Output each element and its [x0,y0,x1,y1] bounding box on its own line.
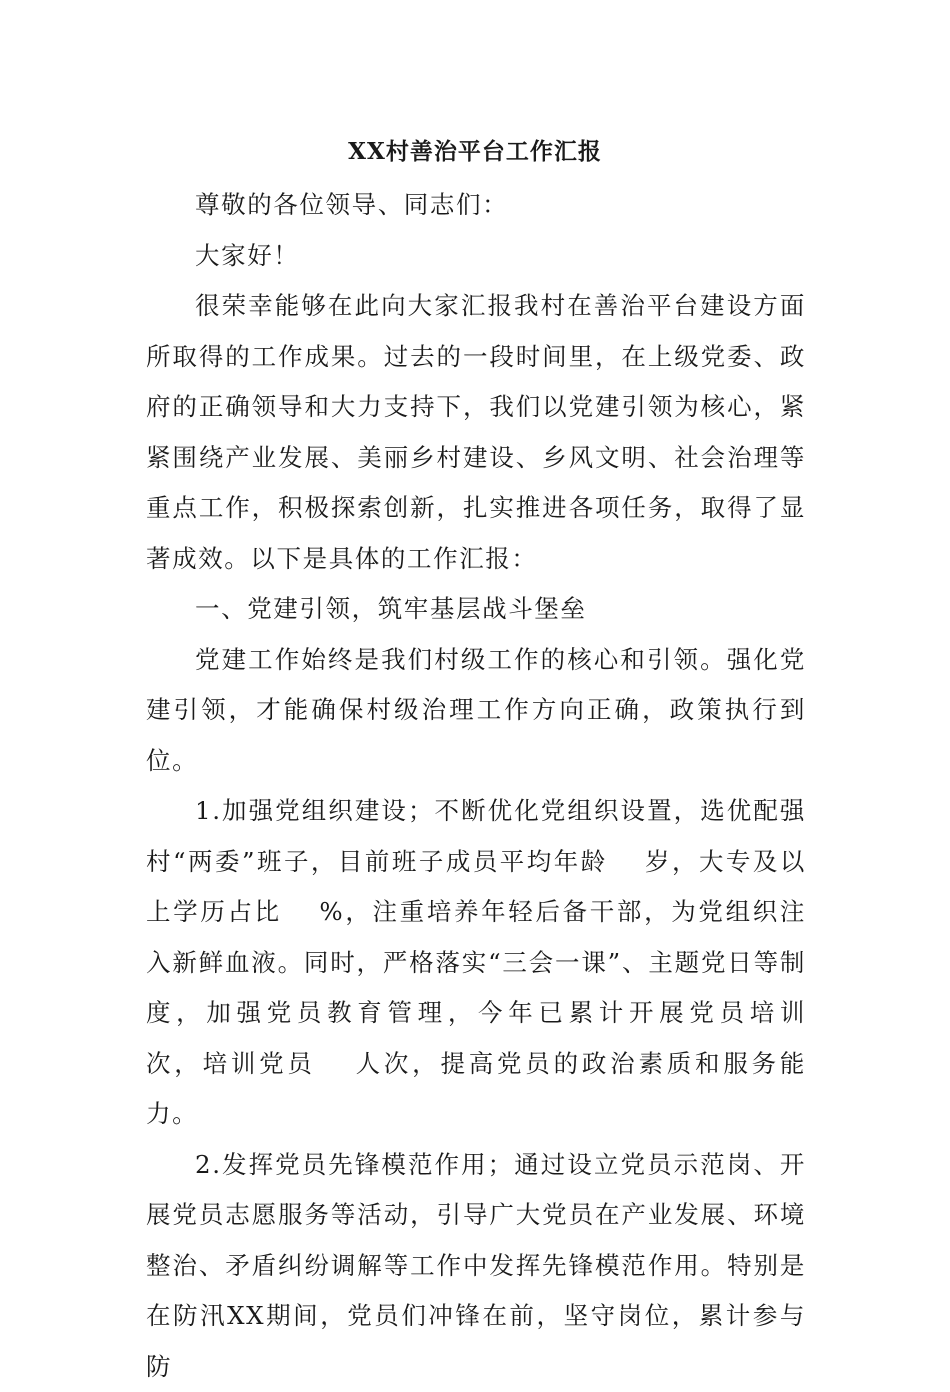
section-1-paragraph: 党建工作始终是我们村级工作的核心和引领。强化党建引领，才能确保村级治理工作方向正确，政策执行到位。 [146,635,806,787]
document-body [146,180,806,1392]
section-heading-1: 一、党建引领，筑牢基层战斗堡垒 [146,584,806,635]
item-1-paragraph: 1.加强党组织建设；不断优化党组织设置，选优配强村“两委”班子，目前班子成员平均年龄 岁，大专及以上学历占比 %，注重培养年轻后备干部，为党组织注入新鲜血液。同时，严格落实“三会一课”、主题党日等制度，加强党员教育管理，今年已累计开展党员培训 次，培训党员 人次，提高党员的政治素质和服务能力。 [146,786,806,1140]
document-title: XX村善治平台工作汇报 [0,132,950,172]
item-2-paragraph: 2.发挥党员先锋模范作用；通过设立党员示范岗、开展党员志愿服务等活动，引导广大党员在产业发展、环境整治、矛盾纠纷调解等工作中发挥先锋模范作用。特别是在防汛XX期间，党员们冲锋在前，坚守岗位，累计参与防 [146,1140,806,1392]
intro-paragraph: 很荣幸能够在此向大家汇报我村在善治平台建设方面所取得的工作成果。过去的一段时间里，在上级党委、政府的正确领导和大力支持下，我们以党建引领为核心，紧紧围绕产业发展、美丽乡村建设、乡风文明、社会治理等重点工作，积极探索创新，扎实推进各项任务，取得了显著成效。以下是具体的工作汇报： [146,281,806,584]
greeting: 大家好！ [146,231,806,282]
salutation: 尊敬的各位领导、同志们： [146,180,806,231]
